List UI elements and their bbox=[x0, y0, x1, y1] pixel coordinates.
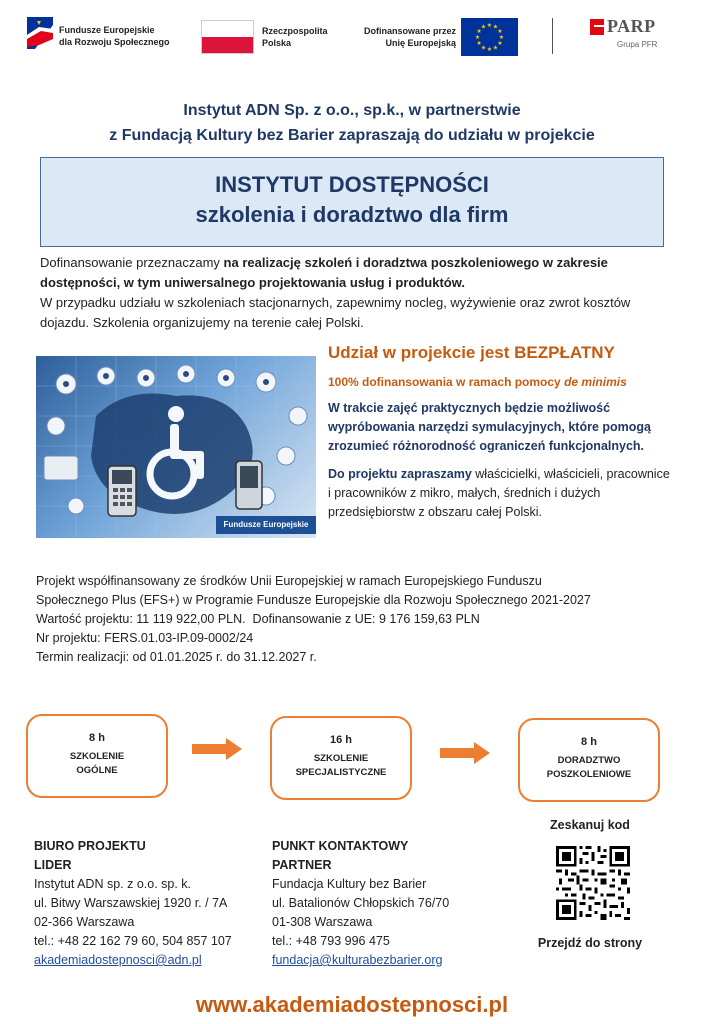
eu-flag-icon bbox=[461, 18, 518, 56]
arrow-right-icon bbox=[440, 742, 490, 764]
fe-flag-icon bbox=[27, 17, 53, 49]
step-3-name-1: DORADZTWO bbox=[557, 755, 621, 766]
free-participation-heading: Udział w projekcie jest BEZPŁATNY bbox=[328, 343, 615, 362]
step-specialist-training bbox=[270, 716, 412, 800]
svg-text:★: ★ bbox=[498, 34, 505, 41]
project-line-2: Społecznego Plus (EFS+) w Programie Fundusze Europejskie dla Rozwoju Społecznego 2021-2027 bbox=[36, 593, 591, 607]
lider-heading-2: LIDER bbox=[34, 858, 72, 872]
fe-logo-line1: Fundusze Europejskie bbox=[59, 25, 155, 35]
svg-text:★: ★ bbox=[497, 40, 503, 47]
partner-street: ul. Batalionów Chłopskich 76/70 bbox=[272, 896, 450, 910]
rp-logo-line1: Rzeczpospolita bbox=[262, 26, 328, 36]
svg-text:★: ★ bbox=[486, 22, 493, 29]
polish-flag-icon bbox=[201, 20, 254, 54]
title-box bbox=[40, 157, 664, 247]
audience-lead: Do projektu zapraszamy bbox=[328, 467, 472, 481]
project-line-3: Wartość projektu: 11 119 922,00 PLN. Dofinansowanie z UE: 9 176 159,63 PLN bbox=[36, 612, 480, 626]
step-3-name-2: POSZKOLENIOWE bbox=[546, 769, 632, 780]
lider-contact bbox=[34, 837, 270, 970]
step-2-hours: 16 h bbox=[329, 734, 352, 746]
svg-text:★: ★ bbox=[492, 44, 499, 52]
practice-note: W trakcie zajęć praktycznych będzie możliwość wypróbowania narzędzi symulacyjnych, które pomogą zrozumieć różnorodność ograniczeń funkcjonalnych. bbox=[328, 401, 651, 453]
partner-contact bbox=[272, 837, 512, 970]
project-line-4: Nr projektu: FERS.01.03-IP.09-0002/24 bbox=[36, 631, 254, 645]
fe-image-badge: Fundusze Europejskie bbox=[216, 516, 316, 534]
svg-text:★: ★ bbox=[480, 44, 487, 52]
parp-name: PARP bbox=[607, 16, 656, 36]
project-info bbox=[36, 572, 676, 667]
project-line-5: Termin realizacji: od 01.01.2025 r. do 31.12.2027 r. bbox=[36, 650, 317, 664]
offer-column bbox=[328, 341, 673, 522]
partner-email-link[interactable]: fundacja@kulturabezbarier.org bbox=[272, 953, 443, 967]
funding-note bbox=[328, 373, 673, 391]
step-1-name-1: SZKOLENIE bbox=[69, 751, 125, 762]
lider-street: ul. Bitwy Warszawskiej 1920 r. / 7A bbox=[34, 896, 228, 910]
step-3-hours: 8 h bbox=[581, 736, 597, 748]
qr-code[interactable] bbox=[556, 846, 630, 920]
partner-name: Fundacja Kultury bez Barier bbox=[272, 877, 427, 891]
intro-p2: W przypadku udziału w szkoleniach stacjonarnych, zapewnimy nocleg, wyżywienie oraz zwrot kosztów dojazdu. Szkolenia organizujemy na terenie całej Polski. bbox=[40, 295, 631, 330]
lider-heading-1: BIURO PROJEKTU bbox=[34, 839, 146, 853]
funding-note-italic: de minimis bbox=[564, 375, 627, 389]
page-subtitle: szkolenia i doradztwo dla firm bbox=[195, 202, 509, 227]
qr-go-label: Przejdź do strony bbox=[537, 936, 643, 950]
rp-logo-line2: Polska bbox=[262, 38, 292, 48]
partner-heading-1: PUNKT KONTAKTOWY bbox=[272, 839, 409, 853]
parp-subtitle: Grupa PFR bbox=[617, 40, 658, 49]
ue-logo-line1: Dofinansowane przez bbox=[363, 26, 456, 36]
lider-email-link[interactable]: akademiadostepnosci@adn.pl bbox=[34, 953, 202, 967]
page-title: INSTYTUT DOSTĘPNOŚCI bbox=[215, 172, 489, 197]
svg-text:★: ★ bbox=[476, 28, 482, 35]
step-post-training-consulting bbox=[518, 718, 660, 802]
audience-note bbox=[328, 465, 673, 522]
qr-scan-label: Zeskanuj kod bbox=[550, 818, 630, 832]
svg-text:★: ★ bbox=[474, 34, 481, 41]
project-line-1: Projekt współfinansowany ze środków Unii Europejskiej w ramach Europejskiego Funduszu bbox=[36, 574, 542, 588]
intro-p1-bold: na realizację szkoleń i doradztwa poszkoleniowego w zakresie dostępności, w tym uniwersalnego projektowania usług i produktów. bbox=[40, 255, 608, 290]
invite-line-1: Instytut ADN Sp. z o.o., sp.k., w partnerstwie bbox=[183, 102, 521, 119]
step-1-hours: 8 h bbox=[89, 732, 105, 744]
partner-city: 01-308 Warszawa bbox=[272, 915, 373, 929]
intro-text bbox=[40, 253, 670, 333]
parp-mark-icon bbox=[590, 19, 604, 35]
svg-text:★: ★ bbox=[480, 23, 487, 31]
ue-logo-line2: Unię Europejską bbox=[385, 38, 456, 48]
fe-logo-line2: dla Rozwoju Społecznego bbox=[59, 37, 170, 47]
lider-name: Instytut ADN sp. z o.o. sp. k. bbox=[34, 877, 192, 891]
accessibility-illustration bbox=[36, 356, 316, 538]
step-1-name-2: OGÓLNE bbox=[76, 765, 118, 776]
step-2-name-2: SPECJALISTYCZNE bbox=[295, 767, 387, 778]
audience-rest: właścicielki, właścicieli, pracownice i pracowników z mikro, małych, średnich i dużych przedsiębiorstw z obszaru całej Polski. bbox=[328, 467, 670, 519]
step-2-name-1: SZKOLENIE bbox=[313, 753, 369, 764]
arrow-right-icon bbox=[192, 738, 242, 760]
svg-text:★: ★ bbox=[486, 46, 493, 53]
logo-divider bbox=[552, 18, 553, 54]
invite-line-2: z Fundacją Kultury bez Barier zapraszają do udziału w projekcie bbox=[109, 127, 595, 144]
lider-city: 02-366 Warszawa bbox=[34, 915, 135, 929]
website-link[interactable]: www.akademiadostepnosci.pl bbox=[195, 992, 509, 1017]
fe-logo bbox=[27, 15, 197, 55]
svg-text:★: ★ bbox=[497, 28, 503, 35]
svg-text:★: ★ bbox=[492, 23, 499, 31]
intro-p1-start: Dofinansowanie przeznaczamy bbox=[40, 255, 224, 270]
parp-logo bbox=[590, 16, 690, 56]
funding-note-text: 100% dofinansowania w ramach pomocy bbox=[328, 375, 565, 389]
lider-phone: tel.: +48 22 162 79 60, 504 857 107 bbox=[34, 934, 232, 948]
partner-heading-2: PARTNER bbox=[272, 858, 332, 872]
svg-text:★: ★ bbox=[476, 40, 482, 47]
step-general-training bbox=[26, 714, 168, 798]
partner-phone: tel.: +48 793 996 475 bbox=[272, 934, 390, 948]
